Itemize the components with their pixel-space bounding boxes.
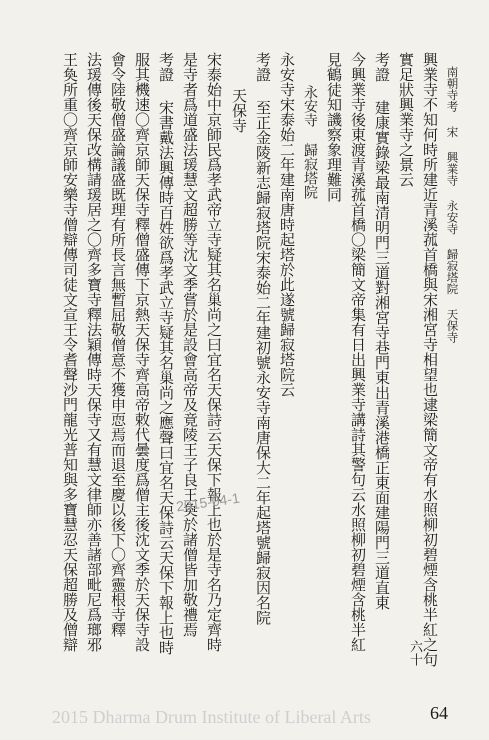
text-column-12: 考證 宋書戴法興傳時百姓欲爲孝武立寺疑其名巢尚之應聲曰宜名天保詩云天保下報上也時 [157, 52, 175, 655]
page-number: 64 [430, 703, 448, 723]
text-column-15: 法瑗傳後天保改構請瑗居之〇齊多寶寺釋法穎傳時天保寺又有慧文律師亦善諸部毗尼爲瑯邪 [85, 52, 103, 652]
section-heading-yongan: 永安寺 歸寂塔院 [302, 85, 318, 199]
text-column-16: 王奐所重〇齊京師安樂寺僧辯傳司徒文宣王令耆聲沙門龍光普知與多寶慧忍天保超勝及僧辯 [61, 52, 79, 652]
page-mark-chinese: 六十 [407, 640, 422, 666]
text-column-4: 今興業寺後東渡青溪菰首橋〇梁簡文帝集有日出興業寺講詩其警句云水照柳初碧煙含桃半紅 [349, 52, 367, 652]
text-column-1: 興業寺不知何時所建近青溪菰首橋與宋湘宮寺相望也逮梁簡文帝有水照柳初碧煙含桃半紅之句 [421, 52, 439, 667]
text-column-7: 永安寺宋泰始二年建南唐時起塔於此遂號歸寂塔院云 [278, 52, 296, 397]
text-column-2: 實足狀興業寺之景云 [397, 52, 415, 187]
text-column-8: 考證 至正金陵新志歸寂塔院宋泰始二年建初號永安寺南唐保大二年起塔號歸寂因名院 [254, 52, 272, 625]
text-column-11: 是寺者爲道盛法瑗慧文超勝等沈文季嘗於是設會高帝及竟陵王子良王奐於諸僧皆加敬禮焉 [181, 52, 199, 637]
text-column-13: 服其機速〇齊京師天保寺釋僧盛傳下京熱天保寺齊高帝敕代曇度爲僧主後沈文季於天保寺設 [133, 52, 151, 652]
date-stamp: 2015-04-1 [175, 489, 241, 515]
text-column-5: 見鶴徒知譏察象理難同 [325, 52, 343, 202]
text-column-10: 宋泰始中京師民爲孝武帝立寺疑其名巢尚之曰宜名天保詩云天保下報上也於是寺名乃定齊時 [205, 52, 223, 652]
running-header: 南朝寺考 宋 興業寺 永安寺 歸寂塔院 天保寺 [445, 66, 460, 343]
text-column-14: 會令陸敬僧盛論議盛既理有所長言無暫屈敬僧意不獲申恧焉而退至慶以後下〇齊靈根寺釋 [109, 52, 127, 637]
watermark: 2015 Dharma Drum Institute of Liberal Arts [52, 707, 371, 727]
section-heading-tianbao: 天保寺 [230, 88, 248, 133]
text-column-3: 考證 建康實錄梁最南清明門三道對湘宮寺巷門東出青溪港橋正東面建陽門三道直東 [373, 52, 391, 610]
